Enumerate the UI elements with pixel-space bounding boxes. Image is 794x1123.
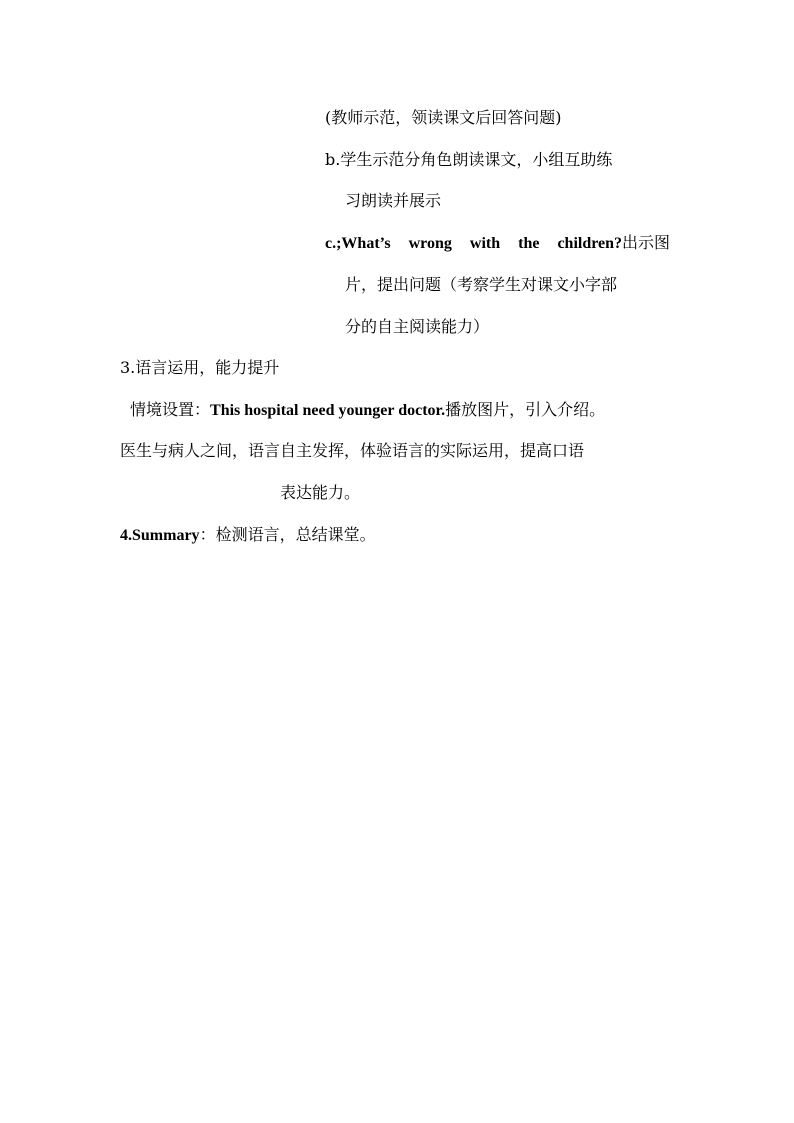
scenario-sentence: This hospital need younger doctor.	[210, 402, 446, 419]
teacher-demo-line	[325, 108, 562, 128]
summary-label: 4.Summary	[120, 527, 200, 544]
section-3-heading	[120, 358, 279, 378]
step-c-continuation-line-2	[345, 317, 489, 337]
scenario-line	[130, 400, 605, 421]
section-4-summary	[120, 525, 376, 546]
step-b-line	[325, 150, 612, 170]
scenario-label: 情境设置：	[130, 400, 211, 419]
step-c-line	[325, 233, 670, 254]
expression-text: 表达能力。	[280, 483, 361, 502]
step-c-text: 出示图	[622, 233, 671, 252]
scenario-action: 播放图片，引入介绍。	[445, 400, 606, 419]
step-c-continuation-text: 片，提出问题（考察学生对课文小字部	[345, 275, 618, 294]
summary-text: ：检测语言，总结课堂。	[199, 525, 376, 544]
step-c-question: c.;What’s wrong with the children?	[325, 235, 623, 252]
step-b-text: b.学生示范分角色朗读课文，小组互助练	[325, 150, 613, 169]
step-b-continuation-text: 习朗读并展示	[345, 191, 442, 210]
step-b-continuation-line	[345, 191, 441, 211]
doctor-patient-text: 医生与病人之间，语言自主发挥，体验语言的实际运用，提高口语	[120, 441, 585, 460]
step-c-continuation-text-2: 分的自主阅读能力）	[345, 317, 490, 336]
expression-line	[280, 483, 360, 503]
teacher-demo-text: (教师示范，领读课文后回答问题)	[325, 108, 562, 127]
section-3-heading-text: 3.语言运用，能力提升	[120, 358, 280, 377]
step-c-continuation-line	[345, 275, 617, 295]
doctor-patient-line	[120, 441, 584, 461]
